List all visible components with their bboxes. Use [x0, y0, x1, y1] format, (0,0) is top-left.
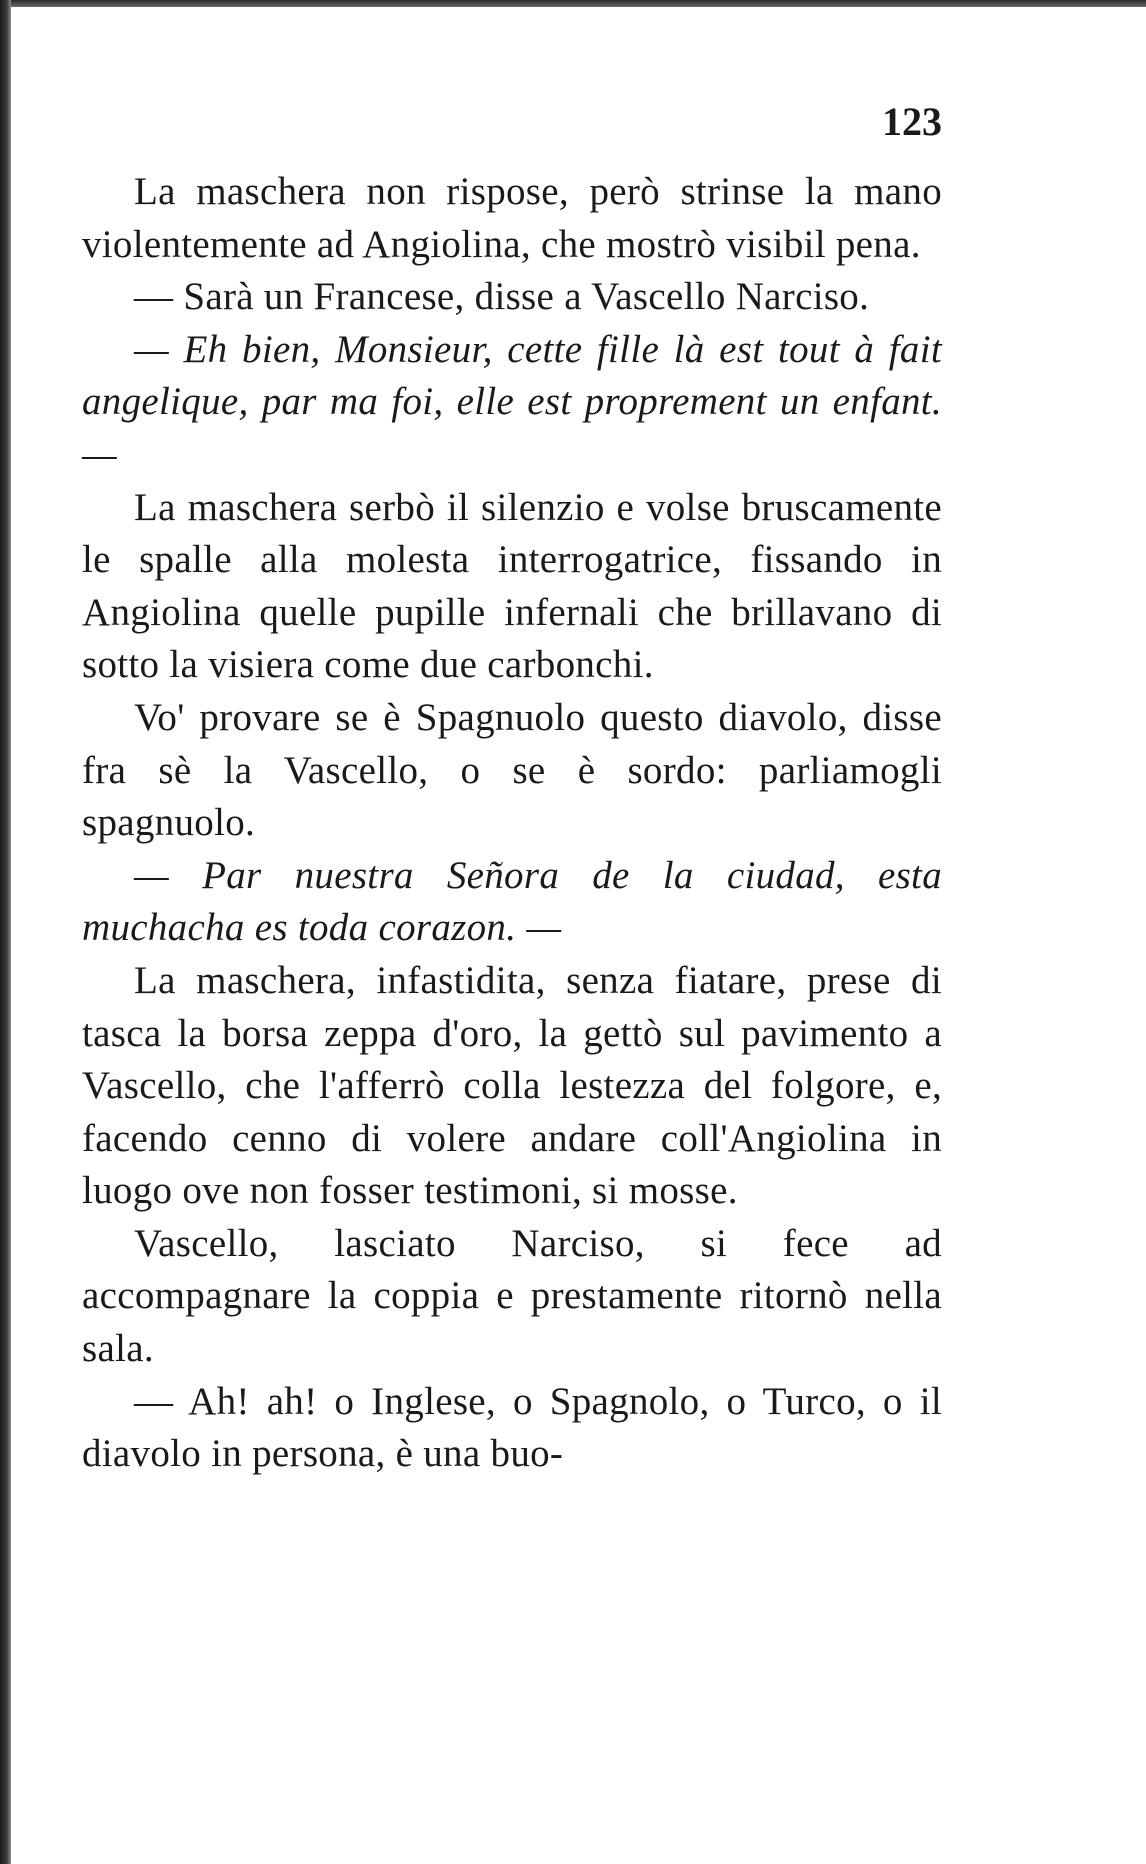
page-number: 123 [882, 99, 942, 144]
paragraph-1: La maschera non rispose, però strinse la mano violentemente ad Angiolina, che mostrò visibil pena. [82, 170, 942, 266]
paragraph-8: Vascello, lasciato Narciso, si fece ad accompagnare la coppia e prestamente ritornò nella sala. [82, 1221, 942, 1371]
paragraph-2: — Sarà un Francese, disse a Vascello Narciso. [134, 275, 870, 319]
paragraph-6-spanish: — Par nuestra Señora de la ciudad, esta muchacha es toda corazon. — [82, 853, 942, 950]
paragraph-9: — Ah! ah! o Inglese, o Spagnolo, o Turco, o il diavolo in persona, è una buo- [82, 1379, 942, 1476]
paragraph-5: Vo' provare se è Spagnuolo questo diavolo, disse fra sè la Vascello, o se è sordo: parliamogli spagnuolo. [82, 695, 942, 845]
paragraph-3-french: — Eh bien, Monsieur, cette fille là est tout à fait angelique, par ma foi, elle est proprement un enfant. — [82, 327, 942, 476]
book-spine-edge [0, 0, 11, 1864]
page-top-edge [0, 0, 1146, 7]
paragraph-7: La maschera, infastidita, senza fiatare, prese di tasca la borsa zeppa d'oro, la gettò sul pavimento a Vascello, che l'afferrò colla lestezza del folgore, e, facendo cenno di volere andare coll'Angiolina in luogo ove non fosser testimoni, si mosse. [82, 958, 942, 1213]
paragraph-4: La maschera serbò il silenzio e volse bruscamente le spalle alla molesta interrogatrice, fissando in Angiolina quelle pupille infernali che brillavano di sotto la visiera come due carbonchi. [82, 485, 942, 687]
page-text [82, 166, 942, 1481]
